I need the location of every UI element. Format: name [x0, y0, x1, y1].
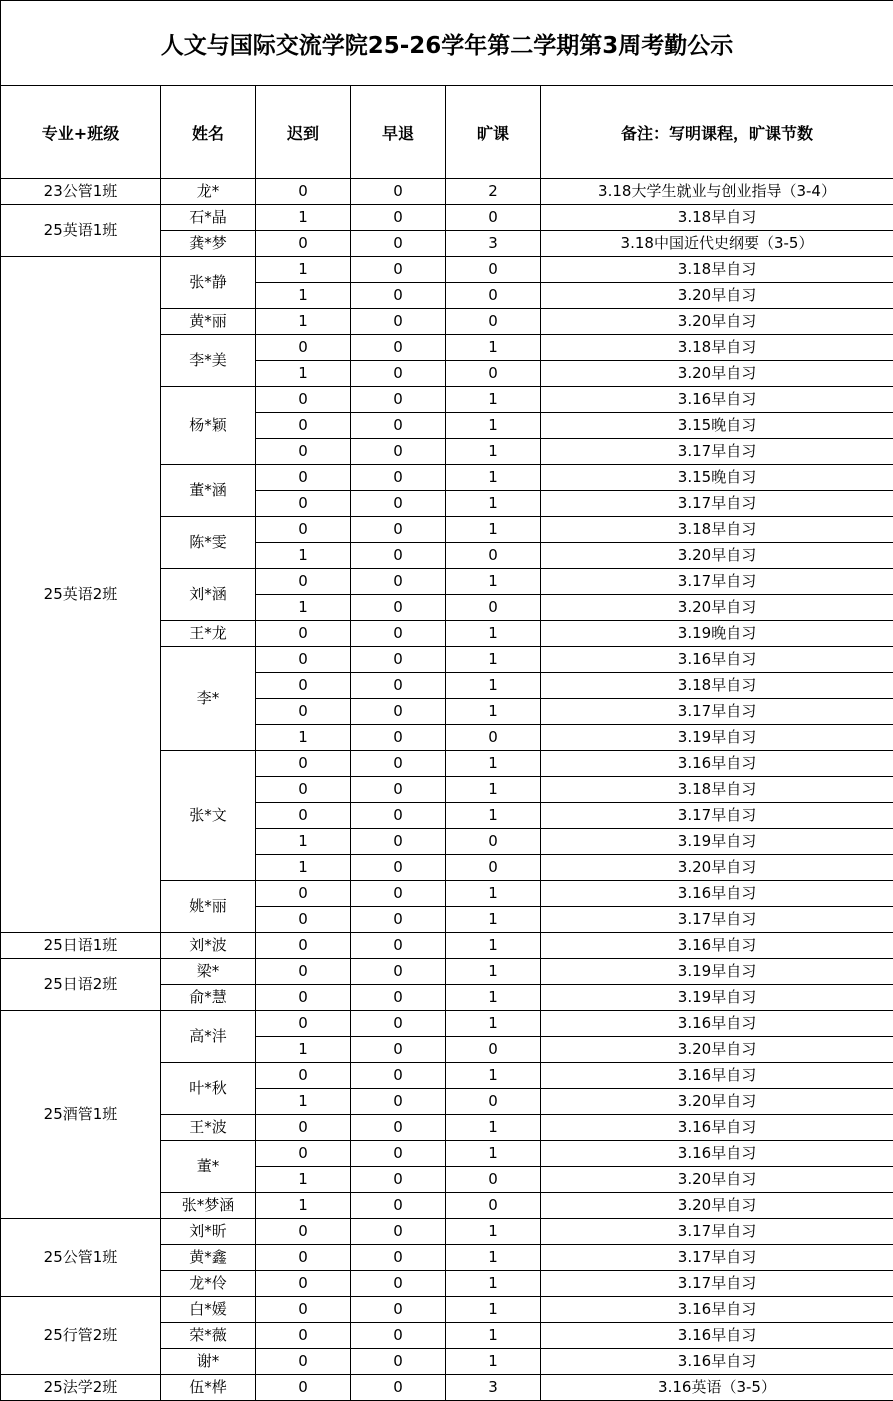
- note-cell: 3.20早自习: [541, 855, 893, 881]
- note-cell: 3.18大学生就业与创业指导（3-4）: [541, 179, 893, 205]
- late-count-cell: 1: [256, 595, 351, 621]
- note-cell: 3.20早自习: [541, 309, 893, 335]
- note-cell: 3.17早自习: [541, 699, 893, 725]
- absent-count-cell: 0: [446, 205, 541, 231]
- absent-count-cell: 1: [446, 335, 541, 361]
- note-cell: 3.20早自习: [541, 361, 893, 387]
- absent-count-cell: 0: [446, 829, 541, 855]
- note-cell: 3.20早自习: [541, 1167, 893, 1193]
- late-count-cell: 0: [256, 1219, 351, 1245]
- early-leave-count-cell: 0: [351, 751, 446, 777]
- late-count-cell: 0: [256, 1349, 351, 1375]
- absent-count-cell: 1: [446, 1297, 541, 1323]
- late-count-cell: 0: [256, 673, 351, 699]
- late-count-cell: 1: [256, 1167, 351, 1193]
- early-leave-count-cell: 0: [351, 569, 446, 595]
- student-name-cell: 张*静: [161, 257, 256, 309]
- absent-count-cell: 0: [446, 725, 541, 751]
- late-count-cell: 1: [256, 257, 351, 283]
- absent-count-cell: 1: [446, 1323, 541, 1349]
- early-leave-count-cell: 0: [351, 231, 446, 257]
- absent-count-cell: 1: [446, 699, 541, 725]
- late-count-cell: 0: [256, 1245, 351, 1271]
- note-cell: 3.19晚自习: [541, 621, 893, 647]
- student-name-cell: 高*沣: [161, 1011, 256, 1063]
- early-leave-count-cell: 0: [351, 881, 446, 907]
- absent-count-cell: 3: [446, 231, 541, 257]
- note-cell: 3.16早自习: [541, 387, 893, 413]
- late-count-cell: 1: [256, 1089, 351, 1115]
- early-leave-count-cell: 0: [351, 1089, 446, 1115]
- title-row: [1, 1, 893, 86]
- student-name-cell: 梁*: [161, 959, 256, 985]
- early-leave-count-cell: 0: [351, 1063, 446, 1089]
- class-cell: 25酒管1班: [1, 1011, 161, 1219]
- absent-count-cell: 0: [446, 257, 541, 283]
- header-name: 姓名: [161, 86, 256, 179]
- student-name-cell: 俞*慧: [161, 985, 256, 1011]
- early-leave-count-cell: 0: [351, 1193, 446, 1219]
- student-name-cell: 张*梦涵: [161, 1193, 256, 1219]
- note-cell: 3.18中国近代史纲要（3-5）: [541, 231, 893, 257]
- late-count-cell: 0: [256, 491, 351, 517]
- absent-count-cell: 1: [446, 517, 541, 543]
- early-leave-count-cell: 0: [351, 361, 446, 387]
- early-leave-count-cell: 0: [351, 621, 446, 647]
- header-early-leave: 早退: [351, 86, 446, 179]
- student-name-cell: 张*文: [161, 751, 256, 881]
- note-cell: 3.17早自习: [541, 1271, 893, 1297]
- early-leave-count-cell: 0: [351, 413, 446, 439]
- early-leave-count-cell: 0: [351, 387, 446, 413]
- early-leave-count-cell: 0: [351, 1219, 446, 1245]
- table-row: [1, 1297, 893, 1323]
- late-count-cell: 0: [256, 413, 351, 439]
- absent-count-cell: 1: [446, 959, 541, 985]
- absent-count-cell: 1: [446, 673, 541, 699]
- early-leave-count-cell: 0: [351, 1011, 446, 1037]
- late-count-cell: 0: [256, 621, 351, 647]
- note-cell: 3.20早自习: [541, 1193, 893, 1219]
- early-leave-count-cell: 0: [351, 673, 446, 699]
- note-cell: 3.16早自习: [541, 1011, 893, 1037]
- student-name-cell: 李*: [161, 647, 256, 751]
- student-name-cell: 董*: [161, 1141, 256, 1193]
- early-leave-count-cell: 0: [351, 179, 446, 205]
- note-cell: 3.17早自习: [541, 491, 893, 517]
- note-cell: 3.17早自习: [541, 1219, 893, 1245]
- early-leave-count-cell: 0: [351, 205, 446, 231]
- student-name-cell: 李*美: [161, 335, 256, 387]
- late-count-cell: 0: [256, 881, 351, 907]
- student-name-cell: 龙*伶: [161, 1271, 256, 1297]
- absent-count-cell: 1: [446, 1011, 541, 1037]
- early-leave-count-cell: 0: [351, 1167, 446, 1193]
- early-leave-count-cell: 0: [351, 829, 446, 855]
- early-leave-count-cell: 0: [351, 1271, 446, 1297]
- early-leave-count-cell: 0: [351, 517, 446, 543]
- absent-count-cell: 1: [446, 465, 541, 491]
- student-name-cell: 董*涵: [161, 465, 256, 517]
- absent-count-cell: 0: [446, 309, 541, 335]
- late-count-cell: 0: [256, 387, 351, 413]
- absent-count-cell: 1: [446, 1245, 541, 1271]
- absent-count-cell: 1: [446, 1141, 541, 1167]
- student-name-cell: 刘*昕: [161, 1219, 256, 1245]
- early-leave-count-cell: 0: [351, 959, 446, 985]
- late-count-cell: 0: [256, 699, 351, 725]
- late-count-cell: 0: [256, 1323, 351, 1349]
- absent-count-cell: 0: [446, 283, 541, 309]
- absent-count-cell: 0: [446, 361, 541, 387]
- early-leave-count-cell: 0: [351, 1245, 446, 1271]
- header-note: 备注：写明课程，旷课节数: [541, 86, 893, 179]
- early-leave-count-cell: 0: [351, 647, 446, 673]
- late-count-cell: 0: [256, 907, 351, 933]
- table-row: [1, 257, 893, 283]
- late-count-cell: 1: [256, 855, 351, 881]
- note-cell: 3.19早自习: [541, 725, 893, 751]
- early-leave-count-cell: 0: [351, 1037, 446, 1063]
- note-cell: 3.20早自习: [541, 283, 893, 309]
- note-cell: 3.17早自习: [541, 803, 893, 829]
- late-count-cell: 0: [256, 933, 351, 959]
- early-leave-count-cell: 0: [351, 1375, 446, 1401]
- note-cell: 3.16早自习: [541, 933, 893, 959]
- note-cell: 3.15晚自习: [541, 465, 893, 491]
- note-cell: 3.17早自习: [541, 569, 893, 595]
- early-leave-count-cell: 0: [351, 335, 446, 361]
- absent-count-cell: 0: [446, 1089, 541, 1115]
- late-count-cell: 0: [256, 439, 351, 465]
- page-title: 人文与国际交流学院25-26学年第二学期第3周考勤公示: [1, 1, 893, 86]
- student-name-cell: 黄*丽: [161, 309, 256, 335]
- early-leave-count-cell: 0: [351, 699, 446, 725]
- student-name-cell: 荣*薇: [161, 1323, 256, 1349]
- note-cell: 3.19早自习: [541, 985, 893, 1011]
- table-body: [1, 179, 893, 1401]
- student-name-cell: 叶*秋: [161, 1063, 256, 1115]
- absent-count-cell: 1: [446, 881, 541, 907]
- late-count-cell: 1: [256, 205, 351, 231]
- table-row: [1, 1375, 893, 1401]
- table-row: [1, 179, 893, 205]
- absent-count-cell: 1: [446, 907, 541, 933]
- header-class: 专业+班级: [1, 86, 161, 179]
- student-name-cell: 白*媛: [161, 1297, 256, 1323]
- header-absent: 旷课: [446, 86, 541, 179]
- early-leave-count-cell: 0: [351, 465, 446, 491]
- header-late: 迟到: [256, 86, 351, 179]
- header-row: [1, 86, 893, 179]
- early-leave-count-cell: 0: [351, 1141, 446, 1167]
- absent-count-cell: 0: [446, 543, 541, 569]
- absent-count-cell: 1: [446, 777, 541, 803]
- late-count-cell: 0: [256, 517, 351, 543]
- late-count-cell: 0: [256, 1063, 351, 1089]
- late-count-cell: 0: [256, 1141, 351, 1167]
- early-leave-count-cell: 0: [351, 855, 446, 881]
- student-name-cell: 黄*鑫: [161, 1245, 256, 1271]
- late-count-cell: 0: [256, 647, 351, 673]
- early-leave-count-cell: 0: [351, 1323, 446, 1349]
- absent-count-cell: 1: [446, 1271, 541, 1297]
- early-leave-count-cell: 0: [351, 257, 446, 283]
- early-leave-count-cell: 0: [351, 907, 446, 933]
- note-cell: 3.20早自习: [541, 595, 893, 621]
- student-name-cell: 王*龙: [161, 621, 256, 647]
- note-cell: 3.15晚自习: [541, 413, 893, 439]
- late-count-cell: 0: [256, 179, 351, 205]
- late-count-cell: 0: [256, 777, 351, 803]
- table-row: [1, 1011, 893, 1037]
- early-leave-count-cell: 0: [351, 439, 446, 465]
- absent-count-cell: 3: [446, 1375, 541, 1401]
- table-row: [1, 959, 893, 985]
- student-name-cell: 陈*雯: [161, 517, 256, 569]
- absent-count-cell: 1: [446, 647, 541, 673]
- absent-count-cell: 1: [446, 933, 541, 959]
- absent-count-cell: 1: [446, 1063, 541, 1089]
- note-cell: 3.18早自习: [541, 777, 893, 803]
- note-cell: 3.16早自习: [541, 1063, 893, 1089]
- note-cell: 3.18早自习: [541, 257, 893, 283]
- late-count-cell: 1: [256, 283, 351, 309]
- absent-count-cell: 0: [446, 1193, 541, 1219]
- note-cell: 3.19早自习: [541, 959, 893, 985]
- absent-count-cell: 0: [446, 595, 541, 621]
- note-cell: 3.16早自习: [541, 1141, 893, 1167]
- late-count-cell: 0: [256, 231, 351, 257]
- absent-count-cell: 2: [446, 179, 541, 205]
- student-name-cell: 龙*: [161, 179, 256, 205]
- note-cell: 3.18早自习: [541, 335, 893, 361]
- late-count-cell: 0: [256, 1115, 351, 1141]
- early-leave-count-cell: 0: [351, 933, 446, 959]
- absent-count-cell: 1: [446, 491, 541, 517]
- late-count-cell: 0: [256, 751, 351, 777]
- table-row: [1, 205, 893, 231]
- early-leave-count-cell: 0: [351, 1349, 446, 1375]
- student-name-cell: 刘*波: [161, 933, 256, 959]
- note-cell: 3.17早自习: [541, 907, 893, 933]
- class-cell: 25日语2班: [1, 959, 161, 1011]
- student-name-cell: 王*波: [161, 1115, 256, 1141]
- class-cell: 25行管2班: [1, 1297, 161, 1375]
- note-cell: 3.16早自习: [541, 1115, 893, 1141]
- late-count-cell: 0: [256, 465, 351, 491]
- absent-count-cell: 0: [446, 1167, 541, 1193]
- absent-count-cell: 1: [446, 1219, 541, 1245]
- class-cell: 25法学2班: [1, 1375, 161, 1401]
- absent-count-cell: 1: [446, 439, 541, 465]
- late-count-cell: 0: [256, 959, 351, 985]
- late-count-cell: 0: [256, 803, 351, 829]
- note-cell: 3.16早自习: [541, 881, 893, 907]
- absent-count-cell: 1: [446, 803, 541, 829]
- absent-count-cell: 1: [446, 985, 541, 1011]
- class-cell: 25英语1班: [1, 205, 161, 257]
- late-count-cell: 0: [256, 985, 351, 1011]
- note-cell: 3.20早自习: [541, 543, 893, 569]
- absent-count-cell: 1: [446, 413, 541, 439]
- note-cell: 3.16早自习: [541, 1349, 893, 1375]
- note-cell: 3.18早自习: [541, 517, 893, 543]
- late-count-cell: 0: [256, 1297, 351, 1323]
- note-cell: 3.18早自习: [541, 205, 893, 231]
- late-count-cell: 1: [256, 829, 351, 855]
- early-leave-count-cell: 0: [351, 543, 446, 569]
- absent-count-cell: 1: [446, 1349, 541, 1375]
- late-count-cell: 1: [256, 309, 351, 335]
- absent-count-cell: 1: [446, 569, 541, 595]
- late-count-cell: 1: [256, 725, 351, 751]
- absent-count-cell: 1: [446, 751, 541, 777]
- note-cell: 3.18早自习: [541, 673, 893, 699]
- late-count-cell: 1: [256, 361, 351, 387]
- note-cell: 3.20早自习: [541, 1037, 893, 1063]
- note-cell: 3.16早自习: [541, 1323, 893, 1349]
- absent-count-cell: 0: [446, 1037, 541, 1063]
- absent-count-cell: 1: [446, 387, 541, 413]
- late-count-cell: 1: [256, 543, 351, 569]
- student-name-cell: 龚*梦: [161, 231, 256, 257]
- early-leave-count-cell: 0: [351, 1115, 446, 1141]
- class-cell: 25英语2班: [1, 257, 161, 933]
- table-row: [1, 1219, 893, 1245]
- class-cell: 25公管1班: [1, 1219, 161, 1297]
- student-name-cell: 杨*颖: [161, 387, 256, 465]
- late-count-cell: 0: [256, 1271, 351, 1297]
- absent-count-cell: 1: [446, 621, 541, 647]
- absent-count-cell: 0: [446, 855, 541, 881]
- late-count-cell: 0: [256, 1375, 351, 1401]
- early-leave-count-cell: 0: [351, 595, 446, 621]
- late-count-cell: 0: [256, 335, 351, 361]
- class-cell: 25日语1班: [1, 933, 161, 959]
- note-cell: 3.16早自习: [541, 751, 893, 777]
- late-count-cell: 1: [256, 1037, 351, 1063]
- class-cell: 23公管1班: [1, 179, 161, 205]
- note-cell: 3.20早自习: [541, 1089, 893, 1115]
- student-name-cell: 姚*丽: [161, 881, 256, 933]
- student-name-cell: 刘*涵: [161, 569, 256, 621]
- note-cell: 3.17早自习: [541, 1245, 893, 1271]
- early-leave-count-cell: 0: [351, 283, 446, 309]
- early-leave-count-cell: 0: [351, 985, 446, 1011]
- student-name-cell: 谢*: [161, 1349, 256, 1375]
- absent-count-cell: 1: [446, 1115, 541, 1141]
- early-leave-count-cell: 0: [351, 1297, 446, 1323]
- note-cell: 3.16英语（3-5）: [541, 1375, 893, 1401]
- student-name-cell: 伍*桦: [161, 1375, 256, 1401]
- late-count-cell: 0: [256, 569, 351, 595]
- note-cell: 3.16早自习: [541, 1297, 893, 1323]
- early-leave-count-cell: 0: [351, 725, 446, 751]
- late-count-cell: 1: [256, 1193, 351, 1219]
- early-leave-count-cell: 0: [351, 803, 446, 829]
- table-row: [1, 933, 893, 959]
- early-leave-count-cell: 0: [351, 491, 446, 517]
- late-count-cell: 0: [256, 1011, 351, 1037]
- student-name-cell: 石*晶: [161, 205, 256, 231]
- early-leave-count-cell: 0: [351, 309, 446, 335]
- early-leave-count-cell: 0: [351, 777, 446, 803]
- note-cell: 3.16早自习: [541, 647, 893, 673]
- note-cell: 3.19早自习: [541, 829, 893, 855]
- note-cell: 3.17早自习: [541, 439, 893, 465]
